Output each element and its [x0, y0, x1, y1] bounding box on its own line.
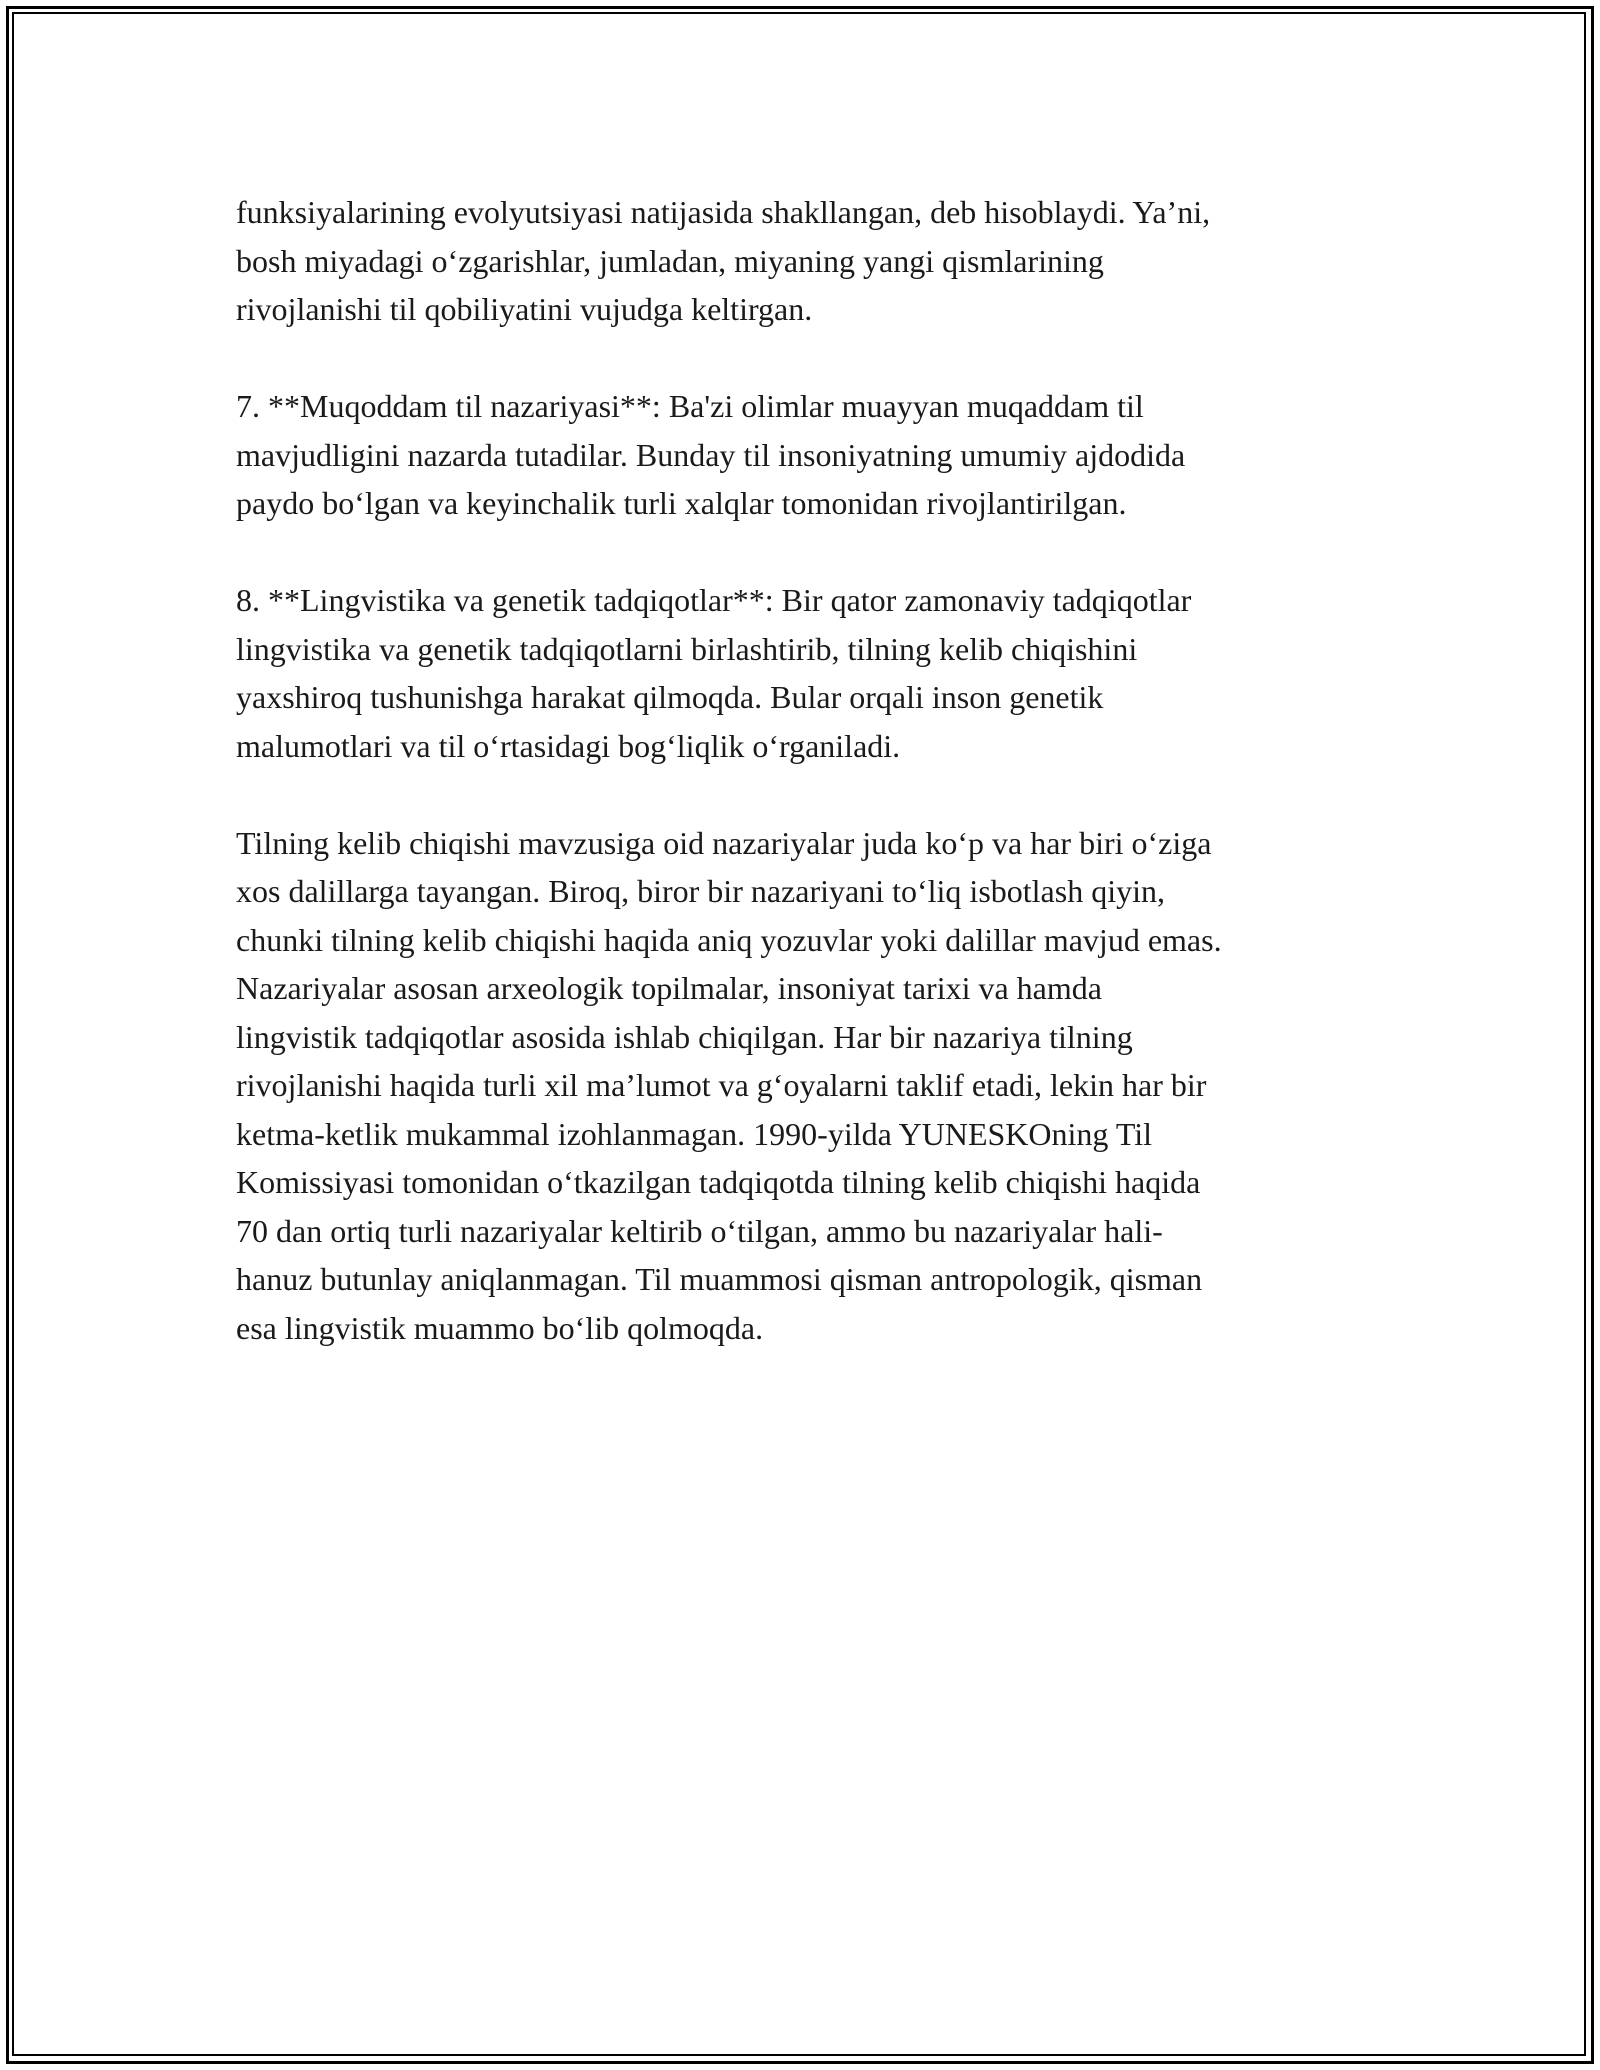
paragraph-item-7: 7. **Muqoddam til nazariyasi**: Ba'zi olimlar muayyan muqaddam til mavjudligini nazarda tutadilar. Bunday til insoniyatning umumiy ajdodida paydo bo‘lgan va keyinchalik turli xalqlar tomonidan rivojlantirilgan.	[236, 388, 1186, 521]
paragraph-item-8: 8. **Lingvistika va genetik tadqiqotlar**: Bir qator zamonaviy tadqiqotlar lingvistika va genetik tadqiqotlarni birlashtirib, tilning kelib chiqishini yaxshiroq tushunishga harakat qilmoqda. Bular orqali inson genetik malumotlari va til o‘rtasidagi bog‘liqlik o‘rganiladi.	[236, 582, 1192, 764]
paragraph-continuation: funksiyalarining evolyutsiyasi natijasida shakllangan, deb hisoblaydi. Ya’ni, bosh miyadagi o‘zgarishlar, jumladan, miyaning yangi qismlarining rivojlanishi til qobiliyatini vujudga keltirgan.	[236, 194, 1211, 327]
paragraph-conclusion: Tilning kelib chiqishi mavzusiga oid nazariyalar juda ko‘p va har biri o‘ziga xos dalillarga tayangan. Biroq, biror bir nazariyani to‘liq isbotlash qiyin, chunki tilning kelib chiqishi haqida aniq yozuvlar yoki dalillar mavjud emas. Nazariyalar asosan arxeologik topilmalar, insoniyat tarixi va hamda lingvistik tadqiqotlar asosida ishlab chiqilgan. Har bir nazariya tilning rivojlanishi haqida turli xil ma’lumot va g‘oyalarni taklif etadi, lekin har bir ketma-ketlik mukammal izohlanmagan. 1990-yilda YUNESKOning Til Komissiyasi tomonidan o‘tkazilgan tadqiqotda tilning kelib chiqishi haqida 70 dan ortiq turli nazariyalar keltirib o‘tilgan, ammo bu nazariyalar hali- hanuz butunlay aniqlanmagan. Til muammosi qisman antropologik, qisman esa lingvistik muammo bo‘lib qolmoqda.	[236, 824, 1222, 1346]
document-body	[236, 188, 1376, 1401]
